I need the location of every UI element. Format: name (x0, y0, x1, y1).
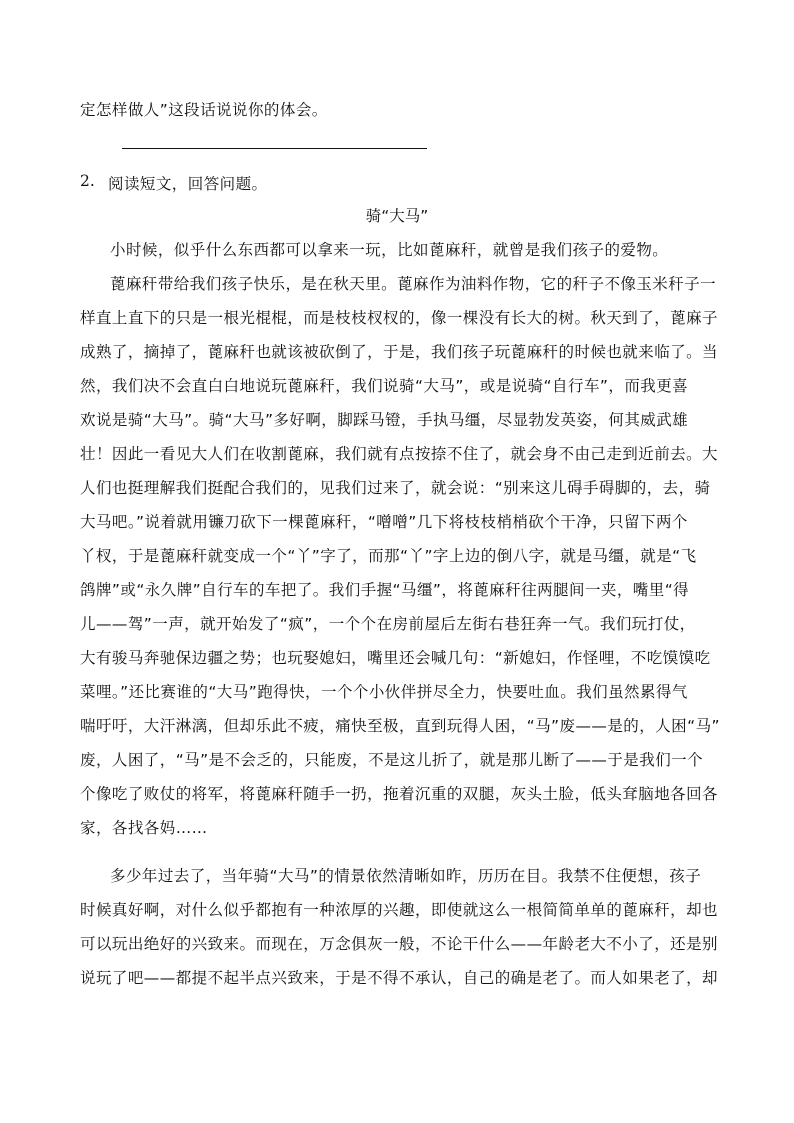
article-line: 可以玩出绝好的兴致来。而现在，万念俱灰一般，不论干什么——年龄老大不小了，还是别 (80, 935, 719, 953)
article-line: 蓖麻秆带给我们孩子快乐，是在秋天里。蓖麻作为油料作物，它的秆子不像玉米秆子一 (110, 275, 717, 293)
article-line: 然，我们决不会直白白地说玩蓖麻秆，我们说骑“大马”，或是说骑“自行车”，而我更喜 (80, 377, 689, 395)
article-line: 喘吁吁，大汗淋漓，但却乐此不疲，痛快至极，直到玩得人困，“马”废——是的，人困“马” (80, 717, 721, 735)
article-line: 废，人困了，“马”是不会乏的，只能废，不是这儿折了，就是那儿断了——于是我们一个 (80, 751, 704, 769)
article-line: 壮！因此一看见大人们在收割蓖麻，我们就有点按捺不住了，就会身不由己走到近前去。大 (80, 445, 719, 463)
answer-blank-line[interactable] (122, 148, 427, 149)
article-line: 个像吃了败仗的将军，将蓖麻秆随手一扔，拖着沉重的双腿，灰头土脸，低头耷脑地各回各 (80, 785, 719, 803)
question-prompt: 阅读短文，回答问题。 (108, 175, 268, 193)
article-line: 大有骏马奔驰保边疆之势；也玩娶媳妇，嘴里还会喊几句：“新媳妇，作怪哩，不吃馍馍吃 (80, 649, 711, 667)
article-title: 骑“大马” (365, 207, 429, 225)
article-line: 多少年过去了，当年骑“大马”的情景依然清晰如昨，历历在目。我禁不住便想，孩子 (110, 867, 702, 885)
article-line: 时候真好啊，对什么似乎都抱有一种浓厚的兴趣，即使就这么一根简简单单的蓖麻秆，却也 (80, 901, 719, 919)
question-number: 2. (80, 172, 95, 190)
article-line: 说玩了吧——都提不起半点兴致来，于是不得不承认，自己的确是老了。而人如果老了，却 (80, 969, 719, 987)
article-line: 样直上直下的只是一根光棍棍，而是枝枝杈杈的，像一棵没有长大的树。秋天到了，蓖麻子 (80, 309, 719, 327)
article-line: 小时候，似乎什么东西都可以拿来一玩，比如蓖麻秆，就曾是我们孩子的爱物。 (110, 241, 669, 259)
article-line: 成熟了，摘掉了，蓖麻秆也就该被砍倒了，于是，我们孩子玩蓖麻秆的时候也就来临了。当 (80, 343, 719, 361)
article-line: 大马吧。”说着就用镰刀砍下一棵蓖麻秆，“噌噌”几下将枝枝梢梢砍个干净，只留下两个 (80, 513, 688, 531)
article-line: 鸽牌”或“永久牌”自行车的车把了。我们手握“马缰”，将蓖麻秆往两腿间一夹，嘴里“得 (80, 581, 690, 599)
article-line: 菜哩。”还比赛谁的“大马”跑得快，一个个小伙伴拼尽全力，快要吐血。我们虽然累得气 (80, 683, 688, 701)
article-line: 人们也挺理解我们挺配合我们的，见我们过来了，就会说：“别来这儿碍手碍脚的，去，骑 (80, 479, 711, 497)
article-line: 丫杈，于是蓖麻秆就变成一个“丫”字了，而那“丫”字上边的倒八字，就是马缰，就是“飞 (80, 547, 697, 565)
article-line: 家，各找各妈…… (80, 819, 208, 837)
previous-question-tail: 定怎样做人”这段话说说你的体会。 (80, 101, 328, 119)
article-line: 儿——驾”一声，就开始发了“疯”，一个个在房前屋后左街右巷狂奔一气。我们玩打仗， (80, 615, 696, 633)
article-line: 欢说是骑“大马”。骑“大马”多好啊，脚踩马镫，手执马缰，尽显勃发英姿，何其威武雄 (80, 411, 689, 429)
